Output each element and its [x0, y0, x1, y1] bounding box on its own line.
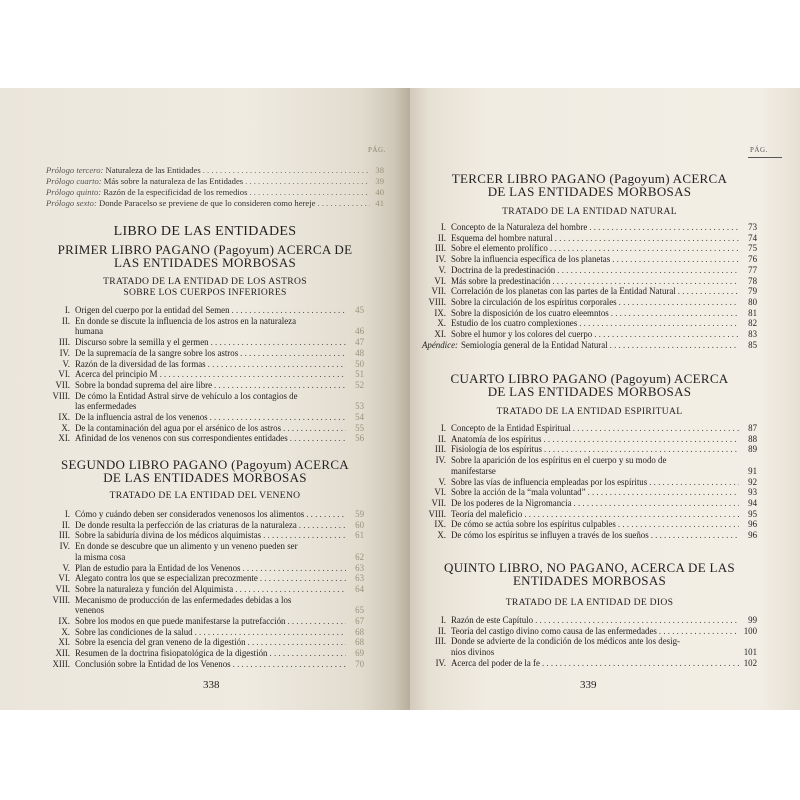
- toc-entry: [46, 648, 364, 659]
- page-ref: 68: [355, 626, 364, 637]
- toc-entry: [422, 498, 757, 509]
- page-ref: 59: [355, 509, 364, 519]
- page-ref: 91: [748, 465, 757, 476]
- chapter-numeral: III.: [58, 337, 70, 348]
- toc-entry: [422, 509, 757, 520]
- chapter-numeral: V.: [62, 358, 70, 369]
- page-ref: 96: [748, 519, 757, 530]
- toc-entry: [422, 615, 757, 626]
- chapter-numeral: X.: [437, 530, 446, 541]
- chapter-title: De donde resulta la perfección de las criaturas de la naturaleza: [75, 519, 297, 530]
- chapter-title: Discurso sobre la semilla y el germen: [75, 337, 209, 348]
- page-ref: 74: [748, 232, 757, 243]
- chapter-title: Sobre el humor y los colores del cuerpo: [451, 329, 593, 340]
- book4-title-line2: DE LAS ENTIDADES MORBOSAS: [487, 384, 692, 399]
- chapter-numeral: VII.: [431, 286, 446, 297]
- chapter-title: Cómo y cuándo deben ser considerados venenosos los alimentos: [75, 509, 305, 519]
- toc-entry: [46, 509, 364, 520]
- chapter-title: Sobre el elemento prolífico: [451, 243, 548, 254]
- toc-entry: [422, 455, 757, 466]
- book3-section: [422, 172, 757, 350]
- book3-title: TERCER LIBRO PAGANO (Pagoyum) ACERCA: [451, 171, 728, 186]
- page-ref: 99: [748, 615, 757, 625]
- chapter-numeral: IV.: [59, 347, 70, 358]
- chapter-title: Teoría del castigo divino como causa de las enfermedades: [451, 625, 657, 636]
- chapter-title: Alegato contra los que se especializan precozmente: [75, 573, 258, 584]
- chapter-title: Semiología general de la Entidad Natural: [460, 339, 608, 350]
- book1-subtitle: TRATADO DE LA ENTIDAD DE LOS ASTROS: [103, 276, 307, 287]
- page-ref: 50: [355, 358, 364, 369]
- page-number-right: 339: [580, 679, 597, 691]
- book3-title-line2: DE LAS ENTIDADES MORBOSAS: [487, 184, 692, 199]
- chapter-numeral: IV.: [435, 455, 446, 466]
- page-ref: 100: [743, 625, 757, 636]
- toc-entry: [422, 265, 757, 276]
- chapter-numeral: III.: [434, 636, 446, 647]
- chapter-title: Sobre la influencia específica de los planetas: [451, 254, 611, 265]
- toc-entry: [422, 222, 757, 233]
- chapter-title: Más sobre la predestinación: [451, 275, 551, 286]
- chapter-numeral: X.: [61, 422, 70, 433]
- book4-section: [422, 372, 757, 541]
- chapter-title: De la influencia astral de los venenos: [75, 412, 208, 423]
- book-spread: [0, 88, 800, 710]
- toc-entry-continuation: [46, 605, 364, 616]
- toc-entry: [46, 305, 364, 316]
- toc-entry: [46, 391, 364, 402]
- chapter-numeral: VI.: [434, 275, 446, 286]
- toc-entry: [422, 233, 757, 244]
- page-ref: 94: [748, 497, 757, 508]
- page-ref: 70: [355, 658, 364, 669]
- libro-title: LIBRO DE LAS ENTIDADES: [113, 224, 297, 239]
- chapter-numeral: IV.: [435, 254, 446, 265]
- chapter-title: Afinidad de los venenos con sus correspondientes entidades: [75, 433, 288, 444]
- chapter-title: En donde se descubre que un alimento y un veneno pueden ser: [75, 541, 298, 552]
- chapter-numeral: IX.: [58, 616, 70, 627]
- toc-entry: [46, 423, 364, 434]
- page-ref: 102: [743, 657, 757, 668]
- book2-title-line2: DE LAS ENTIDADES MORBOSAS: [103, 470, 307, 485]
- book1-title: PRIMER LIBRO PAGANO (Pagoyum) ACERCA DE: [57, 242, 353, 257]
- page-ref: 93: [748, 487, 757, 498]
- toc-entry: [422, 444, 757, 455]
- toc-entry: [46, 541, 364, 552]
- chapter-numeral: I.: [64, 305, 70, 315]
- book3-entries: [422, 222, 757, 350]
- page-ref: 96: [748, 530, 757, 541]
- page-ref: 89: [748, 444, 757, 455]
- toc-entry: [46, 563, 364, 574]
- toc-entry: [422, 626, 757, 637]
- chapter-numeral: II.: [437, 232, 446, 243]
- chapter-title: Sobre los modos en que puede manifestarse la putrefacción: [75, 616, 286, 627]
- chapter-numeral: II.: [437, 433, 446, 444]
- prologue-entry: Prólogo tercero: Naturaleza de las Entidades . . . 38: [46, 165, 384, 176]
- page-ref: 77: [748, 264, 757, 275]
- toc-entry: [422, 636, 757, 647]
- page-ref: 81: [748, 307, 757, 318]
- chapter-numeral: X.: [61, 626, 70, 637]
- page-ref: 87: [748, 423, 757, 433]
- page-ref: 46: [355, 326, 364, 337]
- page-number-left: 338: [203, 679, 220, 691]
- toc-entry: [46, 348, 364, 359]
- chapter-title-continued: venenos: [75, 605, 105, 616]
- page-ref: 76: [748, 254, 757, 265]
- chapter-title: De la supremacía de la sangre sobre los astros: [75, 347, 239, 358]
- toc-entry: [422, 254, 757, 265]
- page-ref: 64: [355, 583, 364, 594]
- page-ref: 92: [748, 476, 757, 487]
- toc-entry: [422, 276, 757, 287]
- chapter-title: Origen del cuerpo por la entidad del Semen: [75, 305, 230, 315]
- chapter-title: Plan de estudio para la Entidad de los Venenos: [75, 562, 241, 573]
- toc-entry: [422, 658, 757, 669]
- toc-entry: [422, 243, 757, 254]
- chapter-title: Teoría del maleficio: [451, 508, 523, 519]
- prologue-entry: Prólogo sexto: Donde Paracelso se previene de que lo consideren como hereje . . . 41: [46, 198, 384, 209]
- page-ref: 56: [355, 433, 364, 444]
- chapter-numeral: VIII.: [428, 296, 446, 307]
- toc-entry: [422, 318, 757, 329]
- header-rule: [748, 157, 782, 158]
- chapter-numeral: I.: [440, 423, 446, 433]
- toc-entry: [422, 286, 757, 297]
- chapter-title: Concepto de la Naturaleza del hombre: [451, 222, 588, 232]
- book4-subtitle: TRATADO DE LA ENTIDAD ESPIRITUAL: [496, 406, 683, 417]
- toc-entry: [46, 584, 364, 595]
- toc-entry: [422, 477, 757, 488]
- page-ref: 65: [355, 605, 364, 616]
- chapter-title: Donde se advierte de la condición de los médicos ante los desig-: [451, 636, 680, 647]
- chapter-numeral: II.: [437, 625, 446, 636]
- page-ref: 73: [748, 222, 757, 232]
- chapter-numeral: I.: [440, 615, 446, 625]
- chapter-title: De la contaminación del agua por el arsénico de los astros: [75, 422, 282, 433]
- page-ref: 45: [355, 305, 364, 315]
- chapter-title: De cómo se actúa sobre los espíritus culpables: [451, 519, 616, 530]
- page-ref: 67: [355, 616, 364, 627]
- page-ref: 85: [748, 339, 757, 350]
- chapter-title: Sobre las vías de influencia empleadas por los espíritus: [451, 476, 648, 487]
- book5-entries: [422, 615, 757, 669]
- page-ref: 78: [748, 275, 757, 286]
- toc-entry: [422, 530, 757, 541]
- chapter-title: Esquema del hombre natural: [451, 232, 553, 243]
- page-ref: 47: [355, 337, 364, 348]
- toc-entry-continuation: [46, 552, 364, 563]
- chapter-numeral: I.: [440, 222, 446, 232]
- chapter-title: Razón de la diversidad de las formas: [75, 358, 206, 369]
- chapter-numeral: XI.: [58, 637, 70, 648]
- book1-entries: [46, 305, 364, 444]
- page-ref: 54: [355, 412, 364, 423]
- toc-entry: [422, 519, 757, 530]
- toc-entry: [422, 423, 757, 434]
- page-ref: 83: [748, 329, 757, 340]
- chapter-title: Acerca del principio M: [75, 369, 158, 380]
- toc-entry-continuation: [46, 326, 364, 337]
- toc-entry: [46, 433, 364, 444]
- page-ref: 61: [355, 530, 364, 541]
- toc-entry: [46, 627, 364, 638]
- book3-subtitle: TRATADO DE LA ENTIDAD NATURAL: [502, 206, 677, 217]
- book2-entries: [46, 509, 364, 670]
- book4-title: CUARTO LIBRO PAGANO (Pagoyum) ACERCA: [450, 371, 729, 386]
- chapter-title-continued: manifestarse: [451, 465, 496, 476]
- chapter-numeral: X.: [437, 318, 446, 329]
- chapter-numeral: IX.: [434, 307, 446, 318]
- page-ref: 101: [743, 647, 757, 658]
- page-ref: 53: [355, 401, 364, 412]
- toc-entry: [46, 616, 364, 627]
- page-ref: 80: [748, 296, 757, 307]
- page-ref: 69: [355, 648, 364, 659]
- chapter-numeral: IV.: [59, 541, 70, 552]
- chapter-numeral: VII.: [55, 583, 70, 594]
- chapter-numeral: IV.: [435, 657, 446, 668]
- page-ref: 60: [355, 519, 364, 530]
- left-page: [0, 88, 410, 710]
- chapter-numeral: V.: [62, 562, 70, 573]
- toc-entry: [46, 316, 364, 327]
- chapter-numeral: VI.: [434, 487, 446, 498]
- chapter-numeral: XI.: [58, 433, 70, 444]
- toc-entry: [46, 595, 364, 606]
- chapter-numeral: II.: [61, 315, 70, 326]
- right-page: [410, 88, 800, 710]
- book2-subtitle: TRATADO DE LA ENTIDAD DEL VENENO: [109, 490, 301, 501]
- prologue-entry: Prólogo quinto: Razón de la especificidad de los remedios . . . 40: [46, 187, 384, 198]
- chapter-title: Sobre la disposición de los cuatro eleemntos: [451, 307, 609, 318]
- chapter-title: Sobre la naturaleza y función del Alquimista: [75, 583, 234, 594]
- book1-title-line2: LAS ENTIDADES MORBOSAS: [113, 255, 297, 270]
- chapter-numeral: III.: [434, 444, 446, 455]
- chapter-title-continued: humana: [75, 326, 104, 337]
- chapter-title: De los poderes de la Nigromancia: [451, 497, 572, 508]
- chapter-title-continued: la misma cosa: [75, 551, 126, 562]
- toc-entry: [46, 520, 364, 531]
- chapter-title: Sobre la aparición de los espíritus en el cuerpo y su modo de: [451, 455, 667, 466]
- page-ref: 75: [748, 243, 757, 254]
- book5-title: QUINTO LIBRO, NO PAGANO, ACERCA DE LAS: [444, 560, 735, 575]
- page-ref: 95: [748, 508, 757, 519]
- chapter-title: Fisiología de los espíritus: [451, 444, 542, 455]
- page-ref: 55: [355, 422, 364, 433]
- page-ref: 63: [355, 573, 364, 584]
- chapter-numeral: IX.: [434, 519, 446, 530]
- page-ref: 79: [748, 286, 757, 297]
- chapter-numeral: Apéndice:: [422, 339, 458, 350]
- page-ref: 52: [355, 379, 364, 390]
- toc-entry-continuation: [422, 466, 757, 477]
- page-ref: 82: [748, 318, 757, 329]
- chapter-title: Sobre la circulación de los espíritus corporales: [451, 296, 617, 307]
- chapter-numeral: V.: [438, 264, 446, 275]
- page-ref: 88: [748, 433, 757, 444]
- chapter-title: Conclusión sobre la Entidad de los Venenos: [75, 658, 231, 669]
- chapter-title: Sobre la bondad suprema del aire libre: [75, 379, 213, 390]
- chapter-title: De cómo los espíritus se influyen a través de los sueños: [451, 530, 649, 541]
- book4-entries: [422, 423, 757, 541]
- chapter-numeral: VI.: [58, 573, 70, 584]
- chapter-numeral: XII.: [55, 648, 70, 659]
- toc-entry: [422, 340, 757, 351]
- book5-section: [422, 561, 757, 669]
- chapter-numeral: XI.: [434, 329, 446, 340]
- toc-entry: [46, 412, 364, 423]
- chapter-title: De cómo la Entidad Astral sirve de vehículo a los contagios de: [75, 390, 298, 401]
- chapter-numeral: V.: [438, 476, 446, 487]
- toc-entry: [46, 359, 364, 370]
- chapter-numeral: II.: [61, 519, 70, 530]
- book5-title-line2: ENTIDADES MORBOSAS: [512, 573, 667, 588]
- chapter-numeral: VII.: [55, 379, 70, 390]
- page-ref: 62: [355, 551, 364, 562]
- page-ref: 68: [355, 637, 364, 648]
- chapter-title: Sobre la esencia del gran veneno de la digestión: [75, 637, 246, 648]
- prologue-entry: Prólogo cuarto: Más sobre la naturaleza de las Entidades . . . 39: [46, 176, 384, 187]
- chapter-title: Correlación de los planetas con las partes de la Entidad Natural: [451, 286, 676, 297]
- page-column-header: PÁG.: [750, 146, 768, 154]
- toc-entry: [46, 637, 364, 648]
- prologue-list: [46, 165, 384, 209]
- chapter-title: Mecanismo de producción de las enfermedades debidas a los: [75, 594, 292, 605]
- page-ref: 48: [355, 347, 364, 358]
- chapter-numeral: I.: [64, 509, 70, 519]
- chapter-title: Sobre la acción de la “mala voluntad”: [451, 487, 586, 498]
- toc-entry: [422, 297, 757, 308]
- toc-entry: [422, 329, 757, 340]
- chapter-title: Doctrina de la predestinación: [451, 264, 556, 275]
- chapter-title: Resumen de la doctrina fisiopatológica de la digestión: [75, 648, 268, 659]
- chapter-numeral: VIII.: [52, 594, 70, 605]
- book1-subtitle-line2: SOBRE LOS CUERPOS INFERIORES: [123, 287, 287, 298]
- page-column-header: PÁG.: [368, 146, 386, 154]
- toc-entry: [46, 530, 364, 541]
- book2-title: SEGUNDO LIBRO PAGANO (Pagoyum) ACERCA: [61, 457, 349, 472]
- chapter-numeral: VIII.: [52, 390, 70, 401]
- chapter-title: Estudio de los cuatro complexiones: [451, 318, 578, 329]
- chapter-title: Sobre las condiciones de la salud: [75, 626, 193, 637]
- chapter-title-continued: las enfermedades: [75, 401, 137, 412]
- chapter-numeral: IX.: [58, 412, 70, 423]
- chapter-title: En donde se discute la influencia de los astros en la naturaleza: [75, 315, 297, 326]
- chapter-title: Anatomía de los espíritus: [451, 433, 542, 444]
- chapter-title: Acerca del poder de la fe: [451, 657, 540, 668]
- book2-section: [46, 458, 364, 670]
- chapter-numeral: VII.: [431, 497, 446, 508]
- toc-entry: [422, 308, 757, 319]
- toc-entry-continuation: [46, 401, 364, 412]
- toc-entry: [46, 369, 364, 380]
- chapter-numeral: VI.: [58, 369, 70, 380]
- chapter-title: Razón de este Capítulo: [451, 615, 534, 625]
- page-ref: 51: [355, 369, 364, 380]
- book5-subtitle: TRATADO DE LA ENTIDAD DE DIOS: [505, 597, 674, 608]
- book1-section: [46, 225, 364, 444]
- toc-entry-continuation: [422, 647, 757, 658]
- top-margin: [0, 0, 800, 88]
- toc-entry: [422, 487, 757, 498]
- chapter-title: Sobre la sabiduría divina de los médicos alquimistas: [75, 530, 262, 541]
- chapter-numeral: III.: [434, 243, 446, 254]
- bottom-margin: [0, 710, 800, 800]
- chapter-numeral: VIII.: [428, 508, 446, 519]
- toc-entry: [46, 337, 364, 348]
- toc-entry: [46, 380, 364, 391]
- chapter-title-continued: nios divinos: [451, 647, 495, 658]
- chapter-numeral: III.: [58, 530, 70, 541]
- page-ref: 63: [355, 562, 364, 573]
- toc-entry: [46, 573, 364, 584]
- chapter-title: Concepto de la Entidad Espiritual: [451, 423, 571, 433]
- toc-entry: [46, 659, 364, 670]
- toc-entry: [422, 434, 757, 445]
- chapter-numeral: XIII.: [52, 658, 70, 669]
